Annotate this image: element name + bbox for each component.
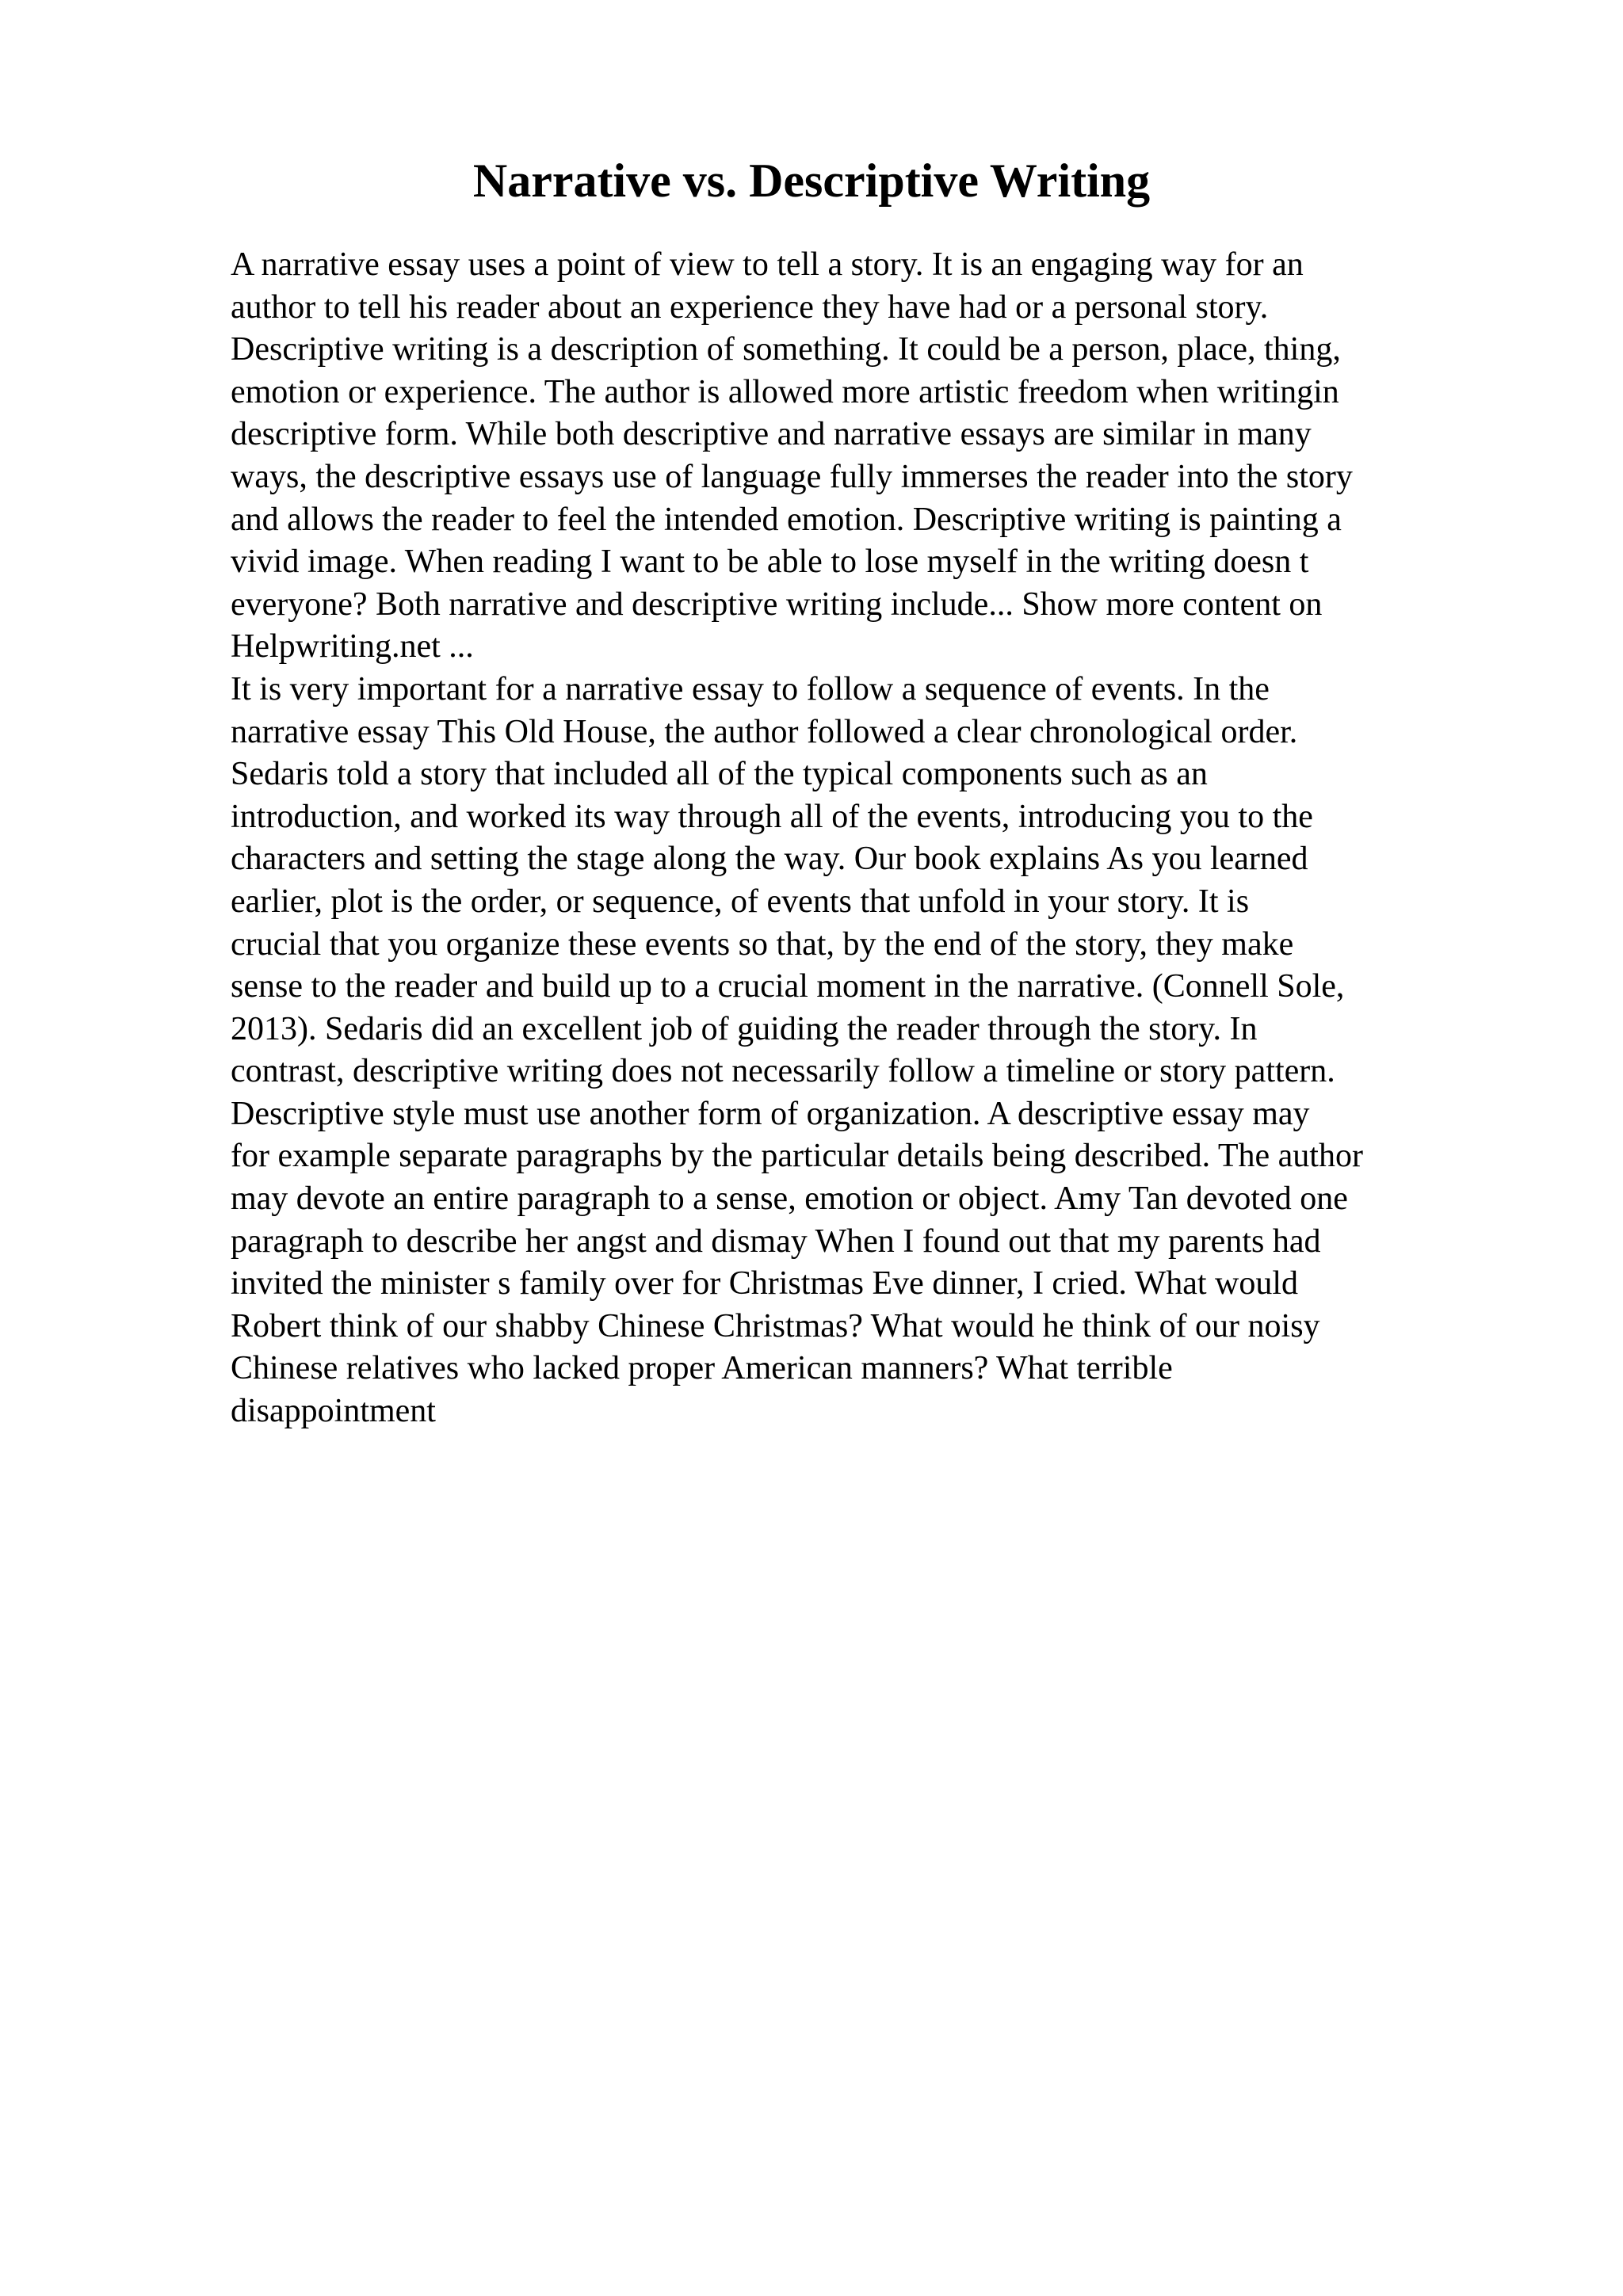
text-line: Helpwriting.net ...	[231, 628, 474, 666]
text-line: descriptive form. While both descriptive and narrative essays are similar in many	[231, 416, 1312, 453]
text-line: Chinese relatives who lacked proper American manners? What terrible	[231, 1350, 1173, 1387]
text-line: paragraph to describe her angst and dismay When I found out that my parents had	[231, 1222, 1321, 1260]
text-line: ways, the descriptive essays use of language fully immerses the reader into the story	[231, 458, 1353, 495]
text-line: vivid image. When reading I want to be able to lose myself in the writing doesn t	[231, 543, 1309, 581]
text-line: for example separate paragraphs by the particular details being described. The author	[231, 1138, 1363, 1175]
text-line: disappointment	[231, 1393, 436, 1430]
text-line: Descriptive style must use another form of organization. A descriptive essay may	[231, 1095, 1310, 1132]
page-title: Narrative vs. Descriptive Writing	[472, 154, 1151, 207]
text-line: invited the minister s family over for Christmas Eve dinner, I cried. What would	[231, 1265, 1299, 1302]
text-line: characters and setting the stage along the way. Our book explains As you learned	[231, 841, 1308, 878]
text-line: author to tell his reader about an experience they have had or a personal story.	[231, 288, 1269, 326]
text-line: Robert think of our shabby Chinese Christmas? What would he think of our noisy	[231, 1307, 1320, 1344]
text-line: crucial that you organize these events so that, by the end of the story, they make	[231, 925, 1294, 963]
body-text	[231, 244, 1499, 1433]
text-line: It is very important for a narrative essay to follow a sequence of events. In the	[231, 670, 1270, 707]
text-line: introduction, and worked its way through all of the events, introducing you to the	[231, 798, 1313, 835]
text-line: earlier, plot is the order, or sequence, of events that unfold in your story. It is	[231, 883, 1250, 920]
text-line: Descriptive writing is a description of something. It could be a person, place, thing,	[231, 331, 1341, 368]
text-line: sense to the reader and build up to a crucial moment in the narrative. (Connell Sole,	[231, 968, 1345, 1005]
text-line: may devote an entire paragraph to a sense, emotion or object. Amy Tan devoted one	[231, 1180, 1348, 1218]
text-line: 2013). Sedaris did an excellent job of guiding the reader through the story. In	[231, 1010, 1258, 1047]
text-line: everyone? Both narrative and descriptive writing include... Show more content on	[231, 585, 1323, 623]
text-line: Sedaris told a story that included all of the typical components such as an	[231, 756, 1208, 793]
text-line: and allows the reader to feel the intended emotion. Descriptive writing is painting a	[231, 501, 1342, 538]
text-line: contrast, descriptive writing does not necessarily follow a timeline or story pattern.	[231, 1053, 1335, 1090]
text-line: narrative essay This Old House, the author followed a clear chronological order.	[231, 713, 1298, 750]
text-line: A narrative essay uses a point of view to tell a story. It is an engaging way for an	[231, 246, 1304, 283]
text-line: emotion or experience. The author is allowed more artistic freedom when writingin	[231, 373, 1339, 410]
